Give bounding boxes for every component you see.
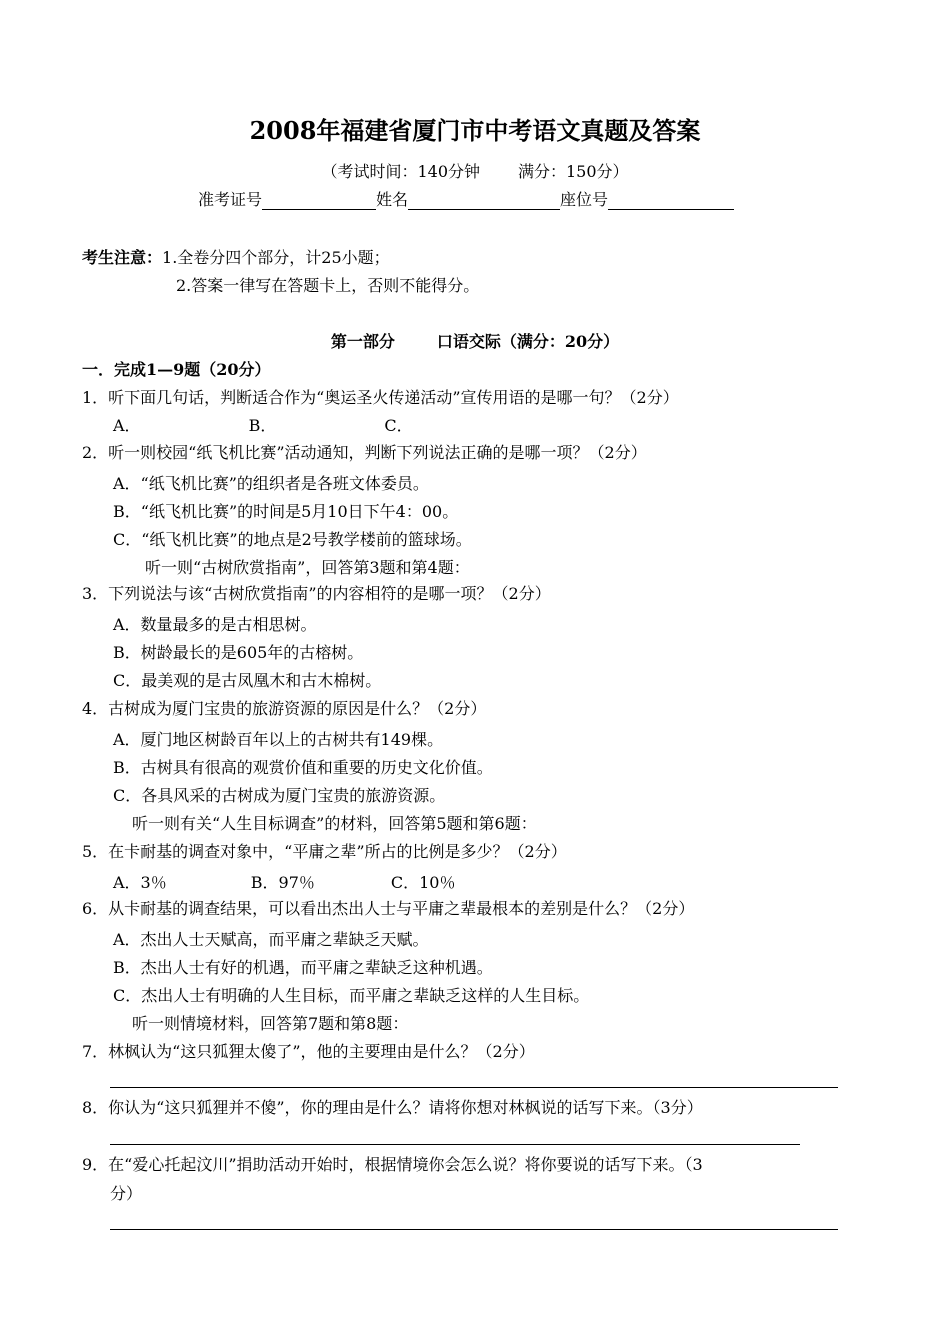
question-6: 6．从卡耐基的调查结果，可以看出杰出人士与平庸之辈最根本的差别是什么？（2分） xyxy=(82,899,695,918)
question-4: 4．古树成为厦门宝贵的旅游资源的原因是什么？（2分） xyxy=(82,699,487,718)
notice-line-1 xyxy=(82,248,390,268)
option-c: C． xyxy=(384,416,413,435)
section-heading: 一．完成1—9题（20分） xyxy=(82,360,271,379)
notice-label: 考生注意： xyxy=(82,248,163,267)
answer-line-8[interactable] xyxy=(110,1144,800,1145)
option-b: B．“纸飞机比赛”的时间是5月10日下午4：00。 xyxy=(113,502,459,521)
candidate-id-field[interactable] xyxy=(262,192,376,210)
part1-title xyxy=(0,332,950,352)
option-b: B．树龄最长的是605年的古榕树。 xyxy=(113,643,364,662)
option-b: B．杰出人士有好的机遇，而平庸之辈缺乏这种机遇。 xyxy=(113,958,493,977)
exam-time: （考试时间：140分钟 xyxy=(321,162,480,181)
option-a: A．“纸飞机比赛”的组织者是各班文体委员。 xyxy=(113,474,429,493)
option-b: B．古树具有很高的观赏价值和重要的历史文化价值。 xyxy=(113,758,493,777)
question-2: 2．听一则校园“纸飞机比赛”活动通知，判断下列说法正确的是哪一项？（2分） xyxy=(82,443,647,462)
option-c: C．各具风采的古树成为厦门宝贵的旅游资源。 xyxy=(113,786,446,805)
candidate-id-label: 准考证号 xyxy=(198,190,263,209)
option-a: A．杰出人士天赋高，而平庸之辈缺乏天赋。 xyxy=(113,930,429,949)
question-9: 9．在“爱心托起汶川”捐助活动开始时，根据情境你会怎么说？将你要说的话写下来。（3 xyxy=(82,1155,703,1174)
option-a: A． xyxy=(113,416,141,435)
candidate-name-label: 姓名 xyxy=(376,190,409,209)
part1-title-b: 口语交际（满分：20分） xyxy=(436,332,620,351)
question-1: 1．听下面几句话，判断适合作为“奥运圣火传递活动”宣传用语的是哪一句？（2分） xyxy=(82,388,679,407)
exam-info xyxy=(0,162,950,182)
option-c: C．“纸飞机比赛”的地点是2号教学楼前的篮球场。 xyxy=(113,530,472,549)
question-3: 3．下列说法与该“古树欣赏指南”的内容相符的是哪一项？（2分） xyxy=(82,584,551,603)
listening-intro-7-8: 听一则情境材料，回答第7题和第8题： xyxy=(132,1014,409,1033)
question-5-options xyxy=(113,873,455,893)
seat-number-field[interactable] xyxy=(608,192,734,210)
candidate-name-field[interactable] xyxy=(408,192,560,210)
question-7: 7．林枫认为“这只狐狸太傻了”，他的主要理由是什么？（2分） xyxy=(82,1042,535,1061)
exam-score: 满分：150分） xyxy=(518,162,629,181)
option-a: A．厦门地区树龄百年以上的古树共有149棵。 xyxy=(113,730,444,749)
notice-item-2: 2.答案一律写在答题卡上，否则不能得分。 xyxy=(176,276,480,295)
option-c: C．10％ xyxy=(390,873,456,892)
answer-line-9[interactable] xyxy=(110,1229,838,1230)
option-a: A．数量最多的是古相思树。 xyxy=(113,615,317,634)
question-8: 8．你认为“这只狐狸并不傻”，你的理由是什么？请将你想对林枫说的话写下来。（3分） xyxy=(82,1098,703,1117)
question-1-options xyxy=(113,416,413,436)
answer-line-7[interactable] xyxy=(110,1087,838,1088)
option-a: A．3％ xyxy=(113,873,167,892)
option-c: C．最美观的是古凤凰木和古木棉树。 xyxy=(113,671,382,690)
candidate-info-row xyxy=(198,190,734,210)
part1-title-a: 第一部分 xyxy=(330,332,395,351)
notice-item-1: 1.全卷分四个部分，计25小题； xyxy=(162,248,390,267)
listening-intro-3-4: 听一则“古树欣赏指南”，回答第3题和第4题： xyxy=(145,558,470,577)
page-title: 2008年福建省厦门市中考语文真题及答案 xyxy=(249,116,701,145)
option-b: B．97％ xyxy=(250,873,315,892)
listening-intro-5-6: 听一则有关“人生目标调查”的材料，回答第5题和第6题： xyxy=(132,814,537,833)
option-c: C．杰出人士有明确的人生目标，而平庸之辈缺乏这样的人生目标。 xyxy=(113,986,590,1005)
seat-label: 座位号 xyxy=(560,190,609,209)
question-9-continued: 分） xyxy=(110,1184,143,1203)
option-b: B． xyxy=(248,416,277,435)
question-5: 5．在卡耐基的调查对象中，“平庸之辈”所占的比例是多少？（2分） xyxy=(82,842,567,861)
